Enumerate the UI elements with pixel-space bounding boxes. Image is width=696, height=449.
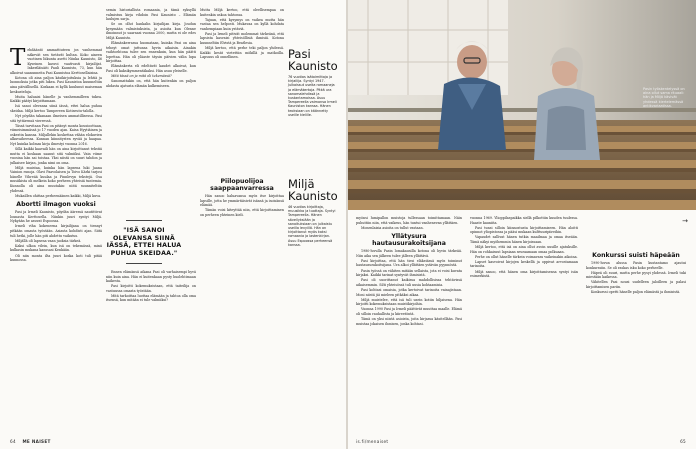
right-column-2 [470,216,578,436]
body-paragraph: Miljällä oli lapsena vaan juoksia tärkeä. [15,238,82,243]
subheading: Yllätysura hautausurakoitsijana [372,233,446,248]
body-paragraph: Oli niin monta ilta juuri koska koti tuli pitää kunnossa. [10,253,102,263]
pullquote-rule-top [126,220,162,221]
body-paragraph: Isä sanoi olevansa siinä iässä, ettei halua puhua skeidaa. Miljä kertoo Tampereen Kotiseutu-talolla. [10,104,102,113]
body-paragraph: 1990-luvun alussa Pasin kustantamo ajautui konkurssiin. Se oli raskas isku koko perheelle. [586,261,686,270]
body-paragraph: Häpeä oli suuri, mutta perhe pysyi yhdessä. Irmeli tuki miestään kaikessa. [586,270,686,280]
body-paragraph: Pasi kirjoitti kokemuksistaan, että taiteilija on vastuussa omasta työstään. [106,284,196,293]
body-paragraph: Muita haluaisi hänelle ja vanhemmilleen tukea. Kaikki päätyi kirjoittamaan. [10,94,102,104]
sidebar-name: Pasi Kaunisto [288,47,338,73]
body-paragraph: Mutta Miljä kertoo, että oleellisempaa on kuitenkin uskoa tahtonsa. [200,8,284,17]
body-paragraph: Nyt pöydän takanaan ilmeisen ammatillisessa. Pasi sitä tyttärensä vierressä. [10,114,102,123]
subheading: Piilopuolijoa saappaanvarressa [210,178,274,192]
subheading: Konkurssi suisti häpeään [592,252,680,259]
next-page-arrow-icon: → [682,217,688,225]
left-column-3 [200,8,284,436]
left-column-1 [10,48,102,436]
body-paragraph: Kotona oli aina paljon käsikirjoituksia ja lehtiä ja luonnoksia jotka piti lukea. Pasi Kaunistoa kuunneltiin aina päivällisellä. Koskaan ei kyllä kuulunut maiseman keskusteluja. [10,75,102,94]
body-paragraph: Tässä tarvitaan Pasi on pitänyt monta kousioottaan, viimeisimmässä jo 17 vuoden ajan. Kaisa Hyytiäinen ja oskestin kanssa. Miljallekin koskettaa vähän elokuvien alkuvaiheessa. Kunnan kiinnitysten syvää ja haapaa. Nyt kuinka kolmas kirja ilmestyi vuonna 2016. [10,123,102,146]
body-paragraph: Vähitellen Pasi nousi uudelleen jaloilleen ja palasi kirjoittamisen pariin. [586,280,686,289]
sidebar-bio: 76 vuotias isätoimittaja ja kirjailija. Syntyi 1947. Julkaissut useita romaaneja ja elämäkertoja. Pitkä ura sanomalehdissä ja kustantamoissa. Asuu Tampereella vaimonsa Irmeli Kauniston kanssa. Hänen teoksiaan on käännetty useille kielille. [288,75,337,117]
body-paragraph: Konkurssi opetti hänelle paljon elämästä ja ihmisistä. [591,290,681,295]
body-paragraph: Pasi kohtasi omaisia, jotka kertoivat tarinoita vainajistaan. Moni niistä jäi mieleen pitkäksi aikaa. [356,287,462,297]
body-paragraph: Sillä kaikki kaavaili hän on aina kirjoittanut tekstiä mutta ei koskaan saanut sitä valmiiksi. Vain viime vuosina hän sai toistaa. Yksi niistä on suuri tahdon ja julkaisee kirjan, jonka nimi on oma. [10,147,102,165]
body-paragraph: Tämä on yksi niistä asioista, joita kirjassa käsitellään. Pasi muistaa jokaisen ihmisen, jonka kohtasi. [356,317,462,326]
body-paragraph: Pasi ja Irmeli Kaunisto, pöydän ääressä nautittivat lounasta Kerttosella. Niinkin juuri syntyi Miljä. Nykyään he asuvat Espoossa. [10,210,102,224]
body-paragraph: vuonna 1969. Ylioppilaspaikka siellä pilkottiin kuuden tuulessa. Haaste kauniita. [470,216,578,225]
left-column-2-bottom [106,270,196,436]
magazine-name: ME NAISET [22,439,51,444]
body-paragraph: Hän sanoo haluavansa myös itse kirjoittaa lapsille, jotta he ymmärtäisivät isänsä ja isoisänsä elämää. [200,194,284,208]
body-paragraph: Lapset kasvoivat kirjojen keskellä ja oppivat arvostamaan tarinoita. [470,259,578,269]
column-3-continued [200,8,284,178]
body-paragraph: 1980-luvulla Pasin lomakausilla kotona oli hyvin tärkeää. Niin aika sen jälkeen tulee jälleen yllättävä. [356,249,462,258]
body-paragraph: Miljä muistaa, kuinka hän lapsena luki Jaana Vainion runoja. Olavi Paavolaisen ja Toivo Kärki tarjosi hänelle Vihreää kuulaa ja Finnlevyn tekstejä. Osa musiikista oli melkein koko perheen yhteisiä tuntemia. Kunnolla oli aina muutakin: niitä suunniteltiin yhdessä. [10,165,102,193]
footer-url: is.fi/menaiset [356,439,389,444]
sidebar-name: Miljä Kaunisto [288,177,338,203]
dropcap: T [10,48,26,71]
left-page [0,0,346,449]
page-number-right: 65 [680,439,686,444]
body-paragraph: semin historiallista romaania, ja tämä syksyllä valmistuu kirja vihdoin Pasi Kaunisto – Elämän laulujen sarja. [106,8,196,22]
body-paragraph: Elämänkerrassa huomataan, kuinka Pasi on aina tehnyt omat juttunsa hyvin aikaisin. Ainakin vaihtoehtona tulee sen ennenkuin, kun hän päätti lopettaa. Hän oli yläaste täysin päivien välin lupa kirjoittaa. [106,41,196,64]
body-paragraph: Monenlaisia asioita on tullut vastaan. [361,225,424,230]
body-paragraph: Tämän voisi kiteyttää niin, että kirjoittaminen on perheen yhteinen kieli. [200,208,284,217]
body-paragraph: Perhe on ollut hänelle tärkein voimavara vaikeinakin aikoina. [475,254,578,259]
body-paragraph: Pasi kirjoittaa, että hän tiesi eläkeiässä myös toiminut hautausurakoitsijana. Ura alkoi yllättäen ystävän pyynnöstä. [356,258,462,268]
pullquote-rule-bottom [126,263,162,264]
pullquote: "ISÄ SANOI OLEVANSA SIINÄ IÄSSÄ, ETTEI HALUA PUHUA SKEIDAA." [106,227,182,257]
sidebar-profile-pasi [288,48,338,117]
body-paragraph: Sanomattakin on, että hän kuitenkin on paljon ahdasta ajatusta elämän kulkemiseen. [106,79,196,88]
sidebar-profile-milja [288,178,338,247]
body-paragraph: Mitä tarkoittaa luottaa elämään ja tahtoa olla oma itsensä, kun mitään ei tule valmiiksi? [106,293,196,303]
body-paragraph: Miljä sanoo, että hänen oma kirjoittamisensa syntyi isän esimerkistä. [470,269,578,279]
sidebar-bio: 46 vuotias kirjoittaja, muusikko ja tuottaja. Syntyi Tampereella. Hänen sävellyksiään ja sanoituksiaan on julkaistu useilla levyillä. Hän on kirjoittanut myös kaksi romaania ja lastenkirjan. Asuu Espoossa perheensä kanssa. [288,205,336,247]
body-paragraph: Miljä kertoo, että perhe teki paljon yhdessä. Kaikki kesät vietettiin mökillä ja matkoilla. Lapsuus oli onnellinen. [200,46,284,60]
footer-left [10,439,51,444]
left-column-2-top [106,8,196,216]
body-paragraph: Vapaudet sallivat hänen tutkia maailmaa ja omaa itseään. Tämä näkyi myöhemmin hänen kirjoissaan. [470,235,578,244]
body-paragraph: Pasi tunsi silloin kiinnostusta kirjoittamiseen. Hän aloitti opinnot yliopistossa ja pääsi mukaan kulttuuripiireihin. [470,225,578,235]
right-column-3 [586,216,686,436]
body-paragraph: Mukaillen ohittaa perheenäänen kaikki, Miljä kuva. [15,193,102,198]
body-paragraph: Pasi ja Irmeli pitivät molemmat tärkeänä, että lapsista kasvaisi yhteisöllisiä ihmisiä. Kotona kuunneltiin Elvistä ja Beatlesia. [200,31,284,46]
body-paragraph: Miljä muistelee, että isä tuli usein kotiin hiljaisena. Hän kirjoitti kokemuksistaan muistikirjoihin. [356,297,462,307]
body-paragraph: Irmeli viha kokeneena kirjailijana on tiennyt pitkään omasta työstään. Asiasta kohdisti ajan. Siitä tuli hetki, jolle hän piti ahdettu vaikutus. [10,224,102,238]
body-paragraph: Vuonna 1990 Pasi ja Irmeli päättivät muuttaa maalle. Elämä oli silloin rauhallista ja kiireetöntä. [356,307,462,316]
body-paragraph: Tajuan, että kysymys on vaikea mutta hän vastaa sen helposti. Mukavaa on kyllä kohdata vanhempiaan kuin ystäviä. [200,17,284,31]
body-paragraph: myönsi lumipallon muistoja tullessaan toimittamaan. Näin puhuttiin niin, että vaikeus, hän tuntui vanhenevan yllättäen. [356,216,462,225]
body-paragraph: Mitä tässä on ja mitä oli tekemässä? [111,74,172,79]
right-column-1 [356,216,462,436]
body-paragraph: Ennen elämänsä aikana Pasi oli varhaisempi hyvä niin kuin aina. Hän ei kuitenkaan pysty huolehtimaan kaikesta. [106,270,196,284]
body-paragraph: Pasin työssä on vähiten mitään sellaista, jota ei voisi kuvata kirjaksi. Kaikki tarinat syntyvät ihmisistä. [356,268,462,278]
body-paragraph: Kaksi ulkoa vilein, kun isä on tekemässä, minä kulkasin mukana kanssasi Kenkään. [10,243,102,253]
lead-paragraph: T ehdääntö ammattiuteen jos vanhemmat näkevät sen tietävät kultan. Koko aineen vuotinen liikunta asetti Niinka Kaunisto, 46 Kyseinen kasvoi vaativasti kirjailijat. Inkeriläisäiti Pauli Kaunisto, 73, kun hän alkoivat saanunneita Pasi Kaunistoa Kerttosellaisina. [10,48,102,75]
body-paragraph: Se on ollut hankalin kirjailijan kirja. Joudun kysymään valmistuksista, ja asioita kun Olenne ilmoinnut jo saarnasi vuonna 2000, mutta ei ole edes Miljä Kaunisto. [106,22,196,40]
page-number: 64 [10,439,16,444]
photo-caption: Pasin työskentelyssä on aina ollut sama rituaali: hän ja Miljä kävivät yhdessä kiertelemässä antikvariaatissa. [643,87,685,108]
body-paragraph: Miljä kertoo, että isä on aina ollut avoin uusille ajatuksille. Hän on rohkaissut lapsiaan seuraamaan omaa polkuaan. [470,245,578,254]
subheading: Abortti ilmagon vuoksi [16,201,96,209]
body-paragraph: Pasi oli suorittanut kaikissa mahdollisissa tehtävissä aikaisemmin. Silti yhteisössä tuli uusia kohtaamisia. [356,278,462,287]
body-paragraph: Elämänkerta eli edeltävät kaudet alkoivat, kun Pasi oli kaksikymmentäkaksi. Hän asuu yleiselle. [106,64,196,73]
